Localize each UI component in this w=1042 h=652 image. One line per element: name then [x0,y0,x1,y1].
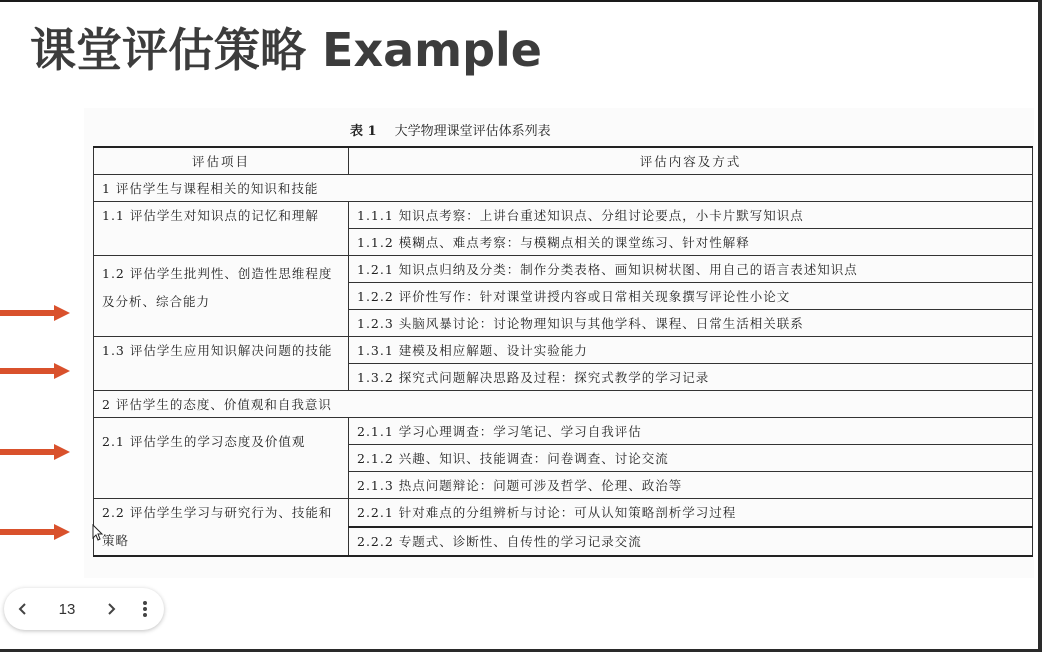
group-label: 2.1 评估学生的学习态度及价值观 [94,418,349,499]
previous-slide-button[interactable] [6,588,40,630]
mouse-cursor-icon [92,524,104,542]
header-cell: 评估内容及方式 [349,147,1033,175]
slide-pager [4,588,164,630]
group-label: 2.2 评估学生学习与研究行为、技能和策略 [94,499,349,557]
frame-edge-right [1038,0,1042,652]
slide-title: 课堂评估策略 Example [30,23,542,77]
group-label: 1.1 评估学生对知识点的记忆和理解 [94,202,349,256]
item-cell: 1.3.1 建模及相应解题、设计实验能力 [349,337,1033,364]
pointer-arrow-icon [0,305,70,321]
table-caption-number: 表 1 [350,124,377,139]
page-number: 13 [58,600,76,618]
chevron-right-icon [105,602,117,616]
header-cell: 评估项目 [94,147,349,175]
item-cell: 1.2.3 头脑风暴讨论：讨论物理知识与其他学科、课程、日常生活相关联系 [349,310,1033,337]
chevron-left-icon [17,602,29,616]
item-cell: 1.3.2 探究式问题解决思路及过程：探究式教学的学习记录 [349,364,1033,391]
item-cell: 2.1.3 热点问题辩论：问题可涉及哲学、伦理、政治等 [349,472,1033,499]
item-cell: 2.2.1 针对难点的分组辨析与讨论：可从认知策略剖析学习过程 [349,499,1033,527]
section-row [94,391,1033,418]
more-options-button[interactable] [128,588,162,630]
table-header-row [94,147,1033,175]
pointer-arrow-icon [0,524,70,540]
item-cell: 1.1.2 模糊点、难点考察：与模糊点相关的课堂练习、针对性解释 [349,229,1033,256]
table-caption-text: 大学物理课堂评估体系列表 [394,124,551,139]
next-slide-button[interactable] [94,588,128,630]
section-row [94,175,1033,202]
more-vertical-icon [142,600,148,618]
table-row [94,499,1033,527]
item-cell: 2.1.1 学习心理调查：学习笔记、学习自我评估 [349,418,1033,445]
table-caption [350,120,551,139]
evaluation-table [93,146,1033,557]
table-row [94,337,1033,364]
item-cell: 1.1.1 知识点考察：上讲台重述知识点、分组讨论要点，小卡片默写知识点 [349,202,1033,229]
pointer-arrow-icon [0,444,70,460]
item-cell: 2.1.2 兴趣、知识、技能调查：问卷调查、讨论交流 [349,445,1033,472]
section-label: 1 评估学生与课程相关的知识和技能 [94,175,1033,202]
item-cell: 1.2.2 评价性写作：针对课堂讲授内容或日常相关现象撰写评论性小论文 [349,283,1033,310]
item-cell: 1.2.1 知识点归纳及分类：制作分类表格、画知识树状图、用自己的语言表述知识点 [349,256,1033,283]
table-row [94,202,1033,229]
item-cell: 2.2.2 专题式、诊断性、自传性的学习记录交流 [349,527,1033,556]
frame-edge-top [0,0,1042,2]
pointer-arrow-icon [0,363,70,379]
group-label: 1.3 评估学生应用知识解决问题的技能 [94,337,349,391]
group-label: 1.2 评估学生批判性、创造性思维程度及分析、综合能力 [94,256,349,337]
table-row [94,256,1033,283]
section-label: 2 评估学生的态度、价值观和自我意识 [94,391,1033,418]
table-row [94,418,1033,445]
